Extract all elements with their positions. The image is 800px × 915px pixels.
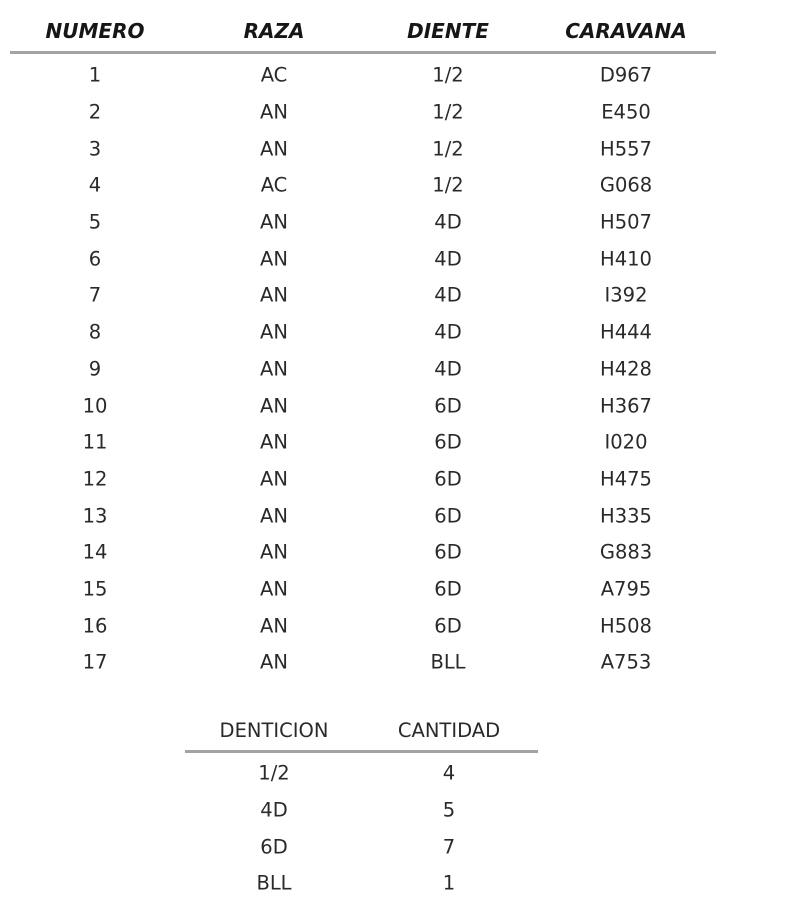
cell-raza: AN	[260, 394, 288, 418]
cell-numero: 7	[88, 283, 102, 307]
table-row	[185, 828, 538, 865]
cell-diente: 4D	[434, 247, 462, 271]
cell-numero: 15	[82, 577, 108, 601]
cell-numero: 8	[88, 320, 102, 344]
cell-caravana: H444	[600, 320, 652, 344]
table-row	[10, 351, 716, 388]
header-diente: DIENTE	[407, 19, 489, 43]
cell-cantidad: 5	[442, 798, 456, 822]
cell-diente: 1/2	[432, 137, 464, 161]
dentition-summary-table	[185, 712, 538, 902]
cell-raza: AN	[260, 540, 288, 564]
table-row	[10, 461, 716, 498]
cell-numero: 2	[88, 100, 102, 124]
header-caravana: CARAVANA	[565, 19, 687, 43]
cell-caravana: H475	[600, 467, 652, 491]
cell-diente: 6D	[434, 467, 462, 491]
table-row	[10, 644, 716, 681]
cell-caravana: H335	[600, 504, 652, 528]
cell-caravana: H557	[600, 137, 652, 161]
cell-caravana: A795	[600, 577, 652, 601]
cell-numero: 4	[88, 173, 102, 197]
table-row	[185, 755, 538, 792]
cell-diente: 4D	[434, 357, 462, 381]
cell-raza: AN	[260, 504, 288, 528]
cell-denticion: 6D	[260, 835, 288, 859]
cattle-table-body	[10, 54, 716, 681]
cell-denticion: 4D	[260, 798, 288, 822]
table-row	[10, 571, 716, 608]
cell-diente: 6D	[434, 614, 462, 638]
table-row	[10, 167, 716, 204]
table-row	[10, 57, 716, 94]
cell-cantidad: 1	[442, 871, 456, 895]
cell-diente: 6D	[434, 540, 462, 564]
cell-raza: AN	[260, 100, 288, 124]
cell-numero: 5	[88, 210, 102, 234]
cell-caravana: E450	[601, 100, 651, 124]
cell-diente: 6D	[434, 577, 462, 601]
table-row	[10, 94, 716, 131]
header-denticion: DENTICION	[219, 719, 329, 742]
cell-numero: 17	[82, 650, 108, 674]
cell-raza: AN	[260, 614, 288, 638]
cell-diente: 1/2	[432, 100, 464, 124]
cell-numero: 1	[88, 63, 102, 87]
table-row	[10, 204, 716, 241]
cell-diente: 1/2	[432, 63, 464, 87]
cell-raza: AN	[260, 320, 288, 344]
cattle-table-header	[10, 13, 716, 54]
cell-raza: AN	[260, 650, 288, 674]
cell-diente: 1/2	[432, 173, 464, 197]
cell-numero: 14	[82, 540, 108, 564]
cell-caravana: D967	[599, 63, 653, 87]
table-row	[185, 865, 538, 902]
cell-raza: AC	[260, 173, 288, 197]
cell-caravana: H367	[600, 394, 652, 418]
table-row	[10, 607, 716, 644]
cell-raza: AN	[260, 210, 288, 234]
cell-diente: 4D	[434, 283, 462, 307]
cell-denticion: 1/2	[258, 761, 290, 785]
cell-caravana: G883	[599, 540, 653, 564]
table-row	[10, 277, 716, 314]
cell-diente: 6D	[434, 504, 462, 528]
cell-caravana: H428	[600, 357, 652, 381]
cell-raza: AN	[260, 430, 288, 454]
cell-raza: AN	[260, 467, 288, 491]
summary-table-header	[185, 712, 538, 753]
cell-numero: 10	[82, 394, 108, 418]
cell-numero: 12	[82, 467, 108, 491]
cell-caravana: H410	[600, 247, 652, 271]
cell-diente: 4D	[434, 320, 462, 344]
cell-numero: 6	[88, 247, 102, 271]
cell-raza: AN	[260, 247, 288, 271]
cell-raza: AN	[260, 577, 288, 601]
cell-caravana: I392	[604, 283, 648, 307]
cell-caravana: H508	[600, 614, 652, 638]
summary-table-body	[185, 753, 538, 902]
table-row	[10, 240, 716, 277]
cell-numero: 16	[82, 614, 108, 638]
cell-denticion: BLL	[256, 871, 292, 895]
cell-caravana: H507	[600, 210, 652, 234]
cell-diente: 6D	[434, 394, 462, 418]
cell-caravana: A753	[600, 650, 652, 674]
cell-caravana: I020	[604, 430, 648, 454]
cell-raza: AN	[260, 283, 288, 307]
cell-diente: BLL	[430, 650, 466, 674]
table-row	[10, 387, 716, 424]
cattle-table	[10, 13, 716, 681]
cell-numero: 3	[88, 137, 102, 161]
table-row	[185, 792, 538, 829]
cell-cantidad: 7	[442, 835, 456, 859]
cell-caravana: G068	[599, 173, 653, 197]
cell-cantidad: 4	[442, 761, 456, 785]
cell-numero: 9	[88, 357, 102, 381]
cell-diente: 4D	[434, 210, 462, 234]
table-row	[10, 497, 716, 534]
table-row	[10, 534, 716, 571]
cell-diente: 6D	[434, 430, 462, 454]
table-row	[10, 130, 716, 167]
cell-numero: 11	[82, 430, 108, 454]
cell-numero: 13	[82, 504, 108, 528]
header-raza: RAZA	[243, 19, 305, 43]
table-row	[10, 424, 716, 461]
cell-raza: AN	[260, 357, 288, 381]
cell-raza: AC	[260, 63, 288, 87]
table-row	[10, 314, 716, 351]
header-cantidad: CANTIDAD	[397, 719, 501, 742]
cell-raza: AN	[260, 137, 288, 161]
header-numero: NUMERO	[45, 19, 145, 43]
